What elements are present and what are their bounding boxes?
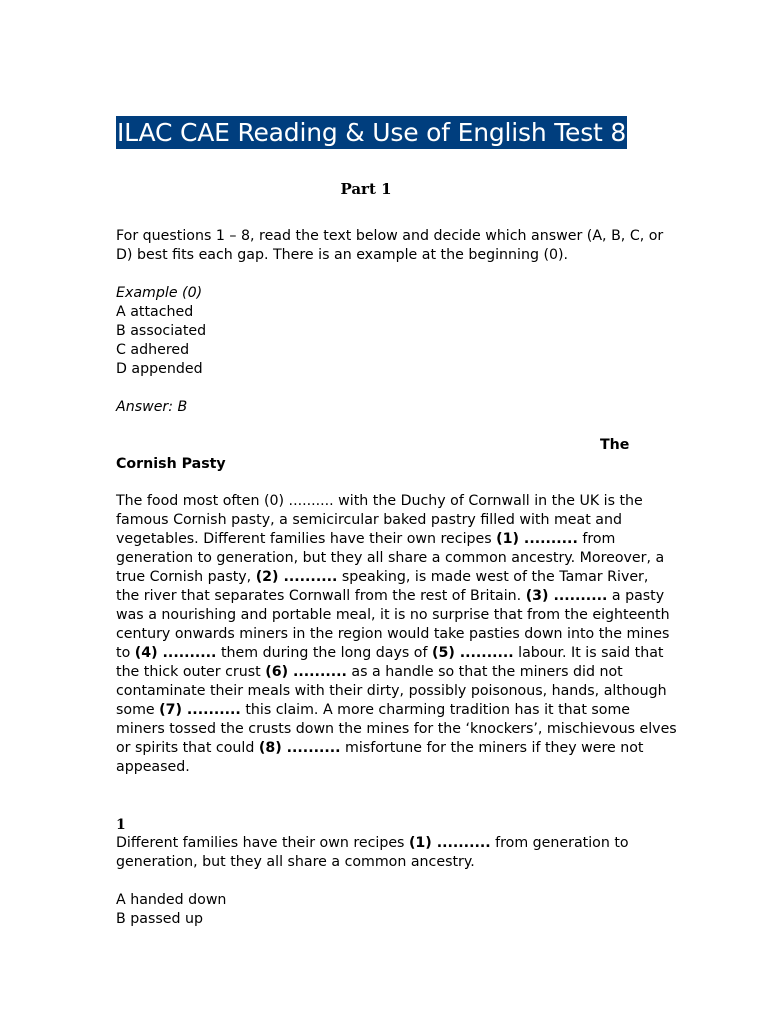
gap-5: (5) .......... [431,645,514,661]
answer-option: B passed up [116,911,203,927]
passage [116,492,677,777]
gap-2: (2) .......... [255,569,338,585]
passage-line: appeased. [116,759,190,775]
gap-8: (8) .......... [258,740,341,756]
passage-line: true Cornish pasty, (2) .......... speaking, is made west of the Tamar River, [116,569,649,585]
passage-line: famous Cornish pasty, a semicircular baked pastry filled with meat and [116,512,622,528]
example-answer: Answer: B [116,399,188,415]
gap-7: (7) .......... [159,702,241,718]
gap-1: (1) .......... [496,531,578,547]
passage-line: vegetables. Different families have their own recipes (1) .......... from [116,531,616,547]
passage-line: was a nourishing and portable meal, it is no surprise that from the eighteenth [116,607,670,623]
passage-line: the river that separates Cornwall from the rest of Britain. (3) .......... a pasty [116,588,665,604]
example-option: B associated [116,323,207,339]
passage-line: The food most often (0) .......... with the Duchy of Cornwall in the UK is the [116,493,643,509]
example-option: D appended [116,361,203,377]
document-title: ILAC CAE Reading & Use of English Test 8 [117,118,627,147]
instructions-line: D) best fits each gap. There is an example at the beginning (0). [116,247,569,263]
passage-line: some (7) .......... this claim. A more charming tradition has it that some [116,702,631,718]
passage-line: century onwards miners in the region would take pasties down into the mines [116,626,670,642]
question-line: generation, but they all share a common ancestry. [116,854,475,870]
passage-line: miners tossed the crusts down the mines for the ‘knockers’, mischievous elves [116,721,677,737]
gap-4: (4) .......... [134,645,217,661]
passage-line: contaminate their meals with their dirty, possibly poisonous, hands, although [116,683,667,699]
question-line: Different families have their own recipes (1) .......... from generation to [116,835,629,851]
text-title-part-1: The [600,437,630,453]
question-number: 1 [116,817,126,833]
example-block [116,284,656,379]
passage-line: or spirits that could (8) .......... misfortune for the miners if they were not [116,740,644,756]
passage-line: to (4) .......... them during the long days of (5) .......... labour. It is said that [116,645,664,661]
passage-line: generation to generation, but they all share a common ancestry. Moreover, a [116,550,665,566]
example-option: C adhered [116,342,190,358]
question-1-options [116,891,656,929]
answer-option: A handed down [116,892,227,908]
part-heading: Part 1 [340,180,392,198]
example-option: A attached [116,304,194,320]
instructions [116,227,664,265]
example-label: Example (0) [116,285,203,301]
question-1-sentence [116,834,656,872]
question-gap-1: (1) .......... [408,835,491,851]
gap-3: (3) .......... [525,588,608,604]
instructions-line: For questions 1 – 8, read the text below and decide which answer (A, B, C, or [116,228,664,244]
text-title-part-2: Cornish Pasty [116,456,226,472]
passage-line: the thick outer crust (6) .......... as a handle so that the miners did not [116,664,623,680]
gap-6: (6) .......... [265,664,347,680]
